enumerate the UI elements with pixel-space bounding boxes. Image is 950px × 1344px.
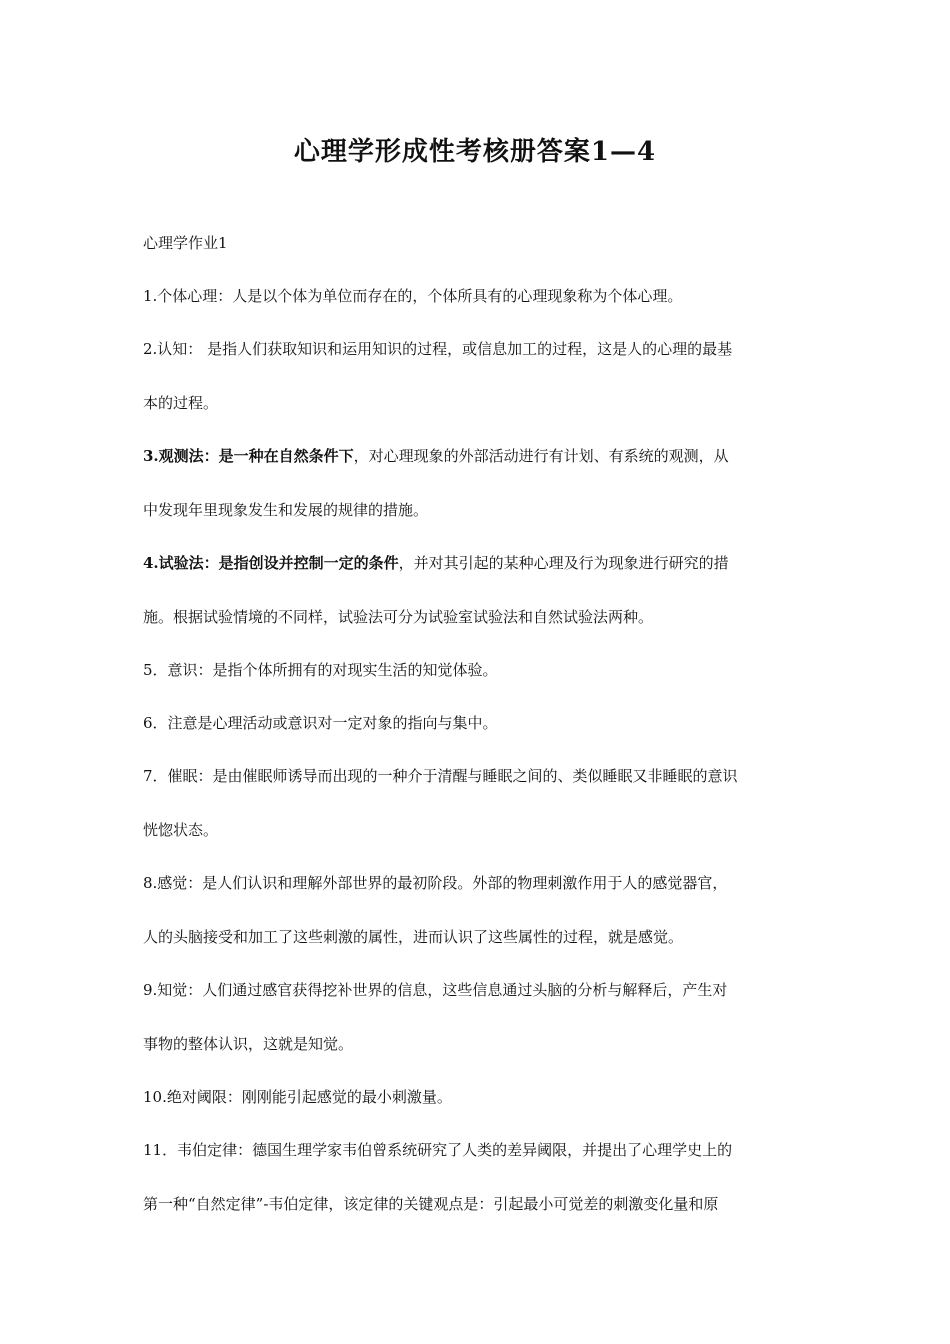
item-line <box>143 441 811 471</box>
item-line: 6．注意是心理活动或意识对一定对象的指向与集中。 <box>143 714 498 732</box>
definition-item-3 <box>143 441 811 525</box>
bold-term: 3.观测法：是一种在自然条件下 <box>143 447 354 465</box>
item-line: 5．意识：是指个体所拥有的对现实生活的知觉体验。 <box>143 661 498 679</box>
definition-item-4 <box>143 548 811 632</box>
item-line: 7．催眠：是由催眠师诱导而出现的一种介于清醒与睡眠之间的、类似睡眠又非睡眠的意识 <box>143 767 738 785</box>
item-line: 10.绝对阈限：刚刚能引起感觉的最小刺激量。 <box>143 1088 452 1106</box>
item-line <box>143 548 811 578</box>
item-line: 人的头脑接受和加工了这些刺激的属性，进而认识了这些属性的过程，就是感觉。 <box>143 928 684 946</box>
item-text: ，并对其引起的某种心理及行为现象进行研究的措 <box>398 554 729 572</box>
document-title: 心理学形成性考核册答案1—4 <box>293 137 657 167</box>
section-heading: 心理学作业1 <box>143 234 228 252</box>
item-line: 施。根据试验情境的不同样，试验法可分为试验室试验法和自然试验法两种。 <box>143 608 654 626</box>
item-line: 11．韦伯定律：德国生理学家韦伯曾系统研究了人类的差异阈限，并提出了心理学史上的 <box>143 1141 733 1159</box>
definition-item-1 <box>143 281 811 311</box>
item-line: 2.认知： 是指人们获取知识和运用知识的过程，或信息加工的过程，这是人的心理的最基 <box>143 340 733 358</box>
definition-item-9 <box>143 975 811 1059</box>
item-line: 9.知觉：人们通过感官获得挖补世界的信息，这些信息通过头脑的分析与解释后，产生对 <box>143 981 728 999</box>
definition-item-8 <box>143 868 811 952</box>
item-line: 事物的整体认识，这就是知觉。 <box>143 1035 354 1053</box>
definition-item-2 <box>143 334 811 418</box>
definition-item-6 <box>143 708 811 738</box>
item-line: 中发现年里现象发生和发展的规律的措施。 <box>143 501 429 519</box>
bold-term: 4.试验法：是指创设并控制一定的条件 <box>143 554 399 572</box>
definition-item-11 <box>143 1135 811 1219</box>
item-line: 1.个体心理：人是以个体为单位而存在的，个体所具有的心理现象称为个体心理。 <box>143 287 683 305</box>
item-line: 8.感觉：是人们认识和理解外部世界的最初阶段。外部的物理刺激作用于人的感觉器官， <box>143 874 728 892</box>
definition-item-7 <box>143 761 811 845</box>
item-line: 第一种“自然定律”-韦伯定律，该定律的关键观点是：引起最小可觉差的刺激变化量和原 <box>143 1195 719 1213</box>
item-text: ，对心理现象的外部活动进行有计划、有系统的观测，从 <box>353 447 729 465</box>
definition-item-5 <box>143 655 811 685</box>
definition-item-10 <box>143 1082 811 1112</box>
document-body <box>143 228 811 1219</box>
item-line: 本的过程。 <box>143 394 219 412</box>
item-line: 恍惚状态。 <box>143 821 219 839</box>
